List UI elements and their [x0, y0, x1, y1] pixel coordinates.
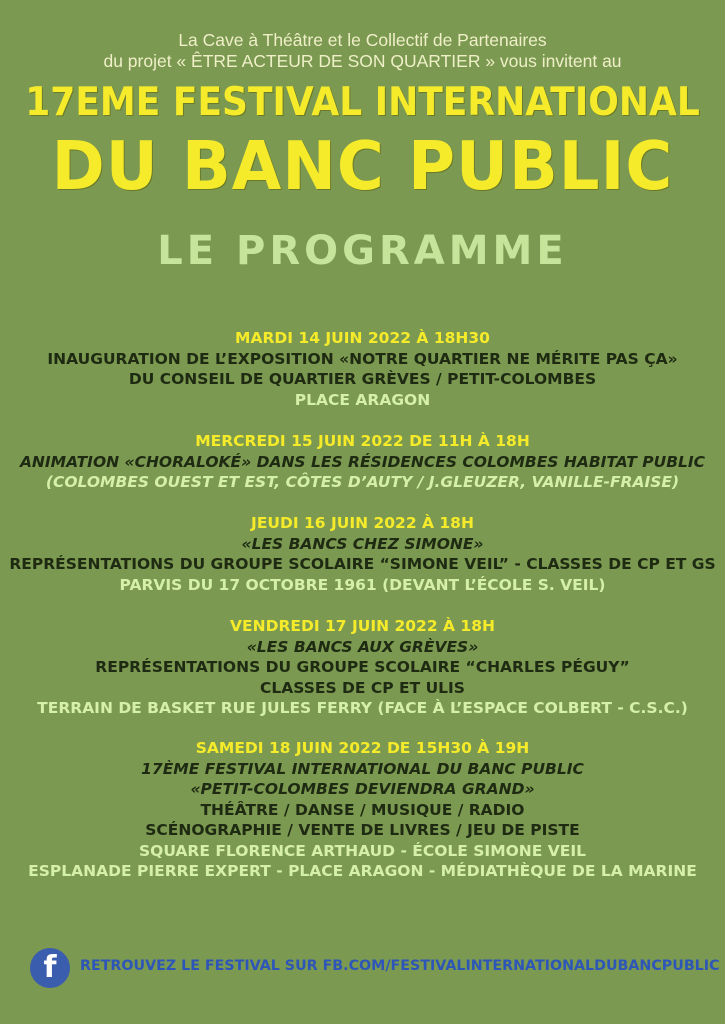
event-description: REPRÉSENTATIONS DU GROUPE SCOLAIRE “SIMONE VEIL” - CLASSES DE CP ET GS — [9, 555, 716, 573]
event-subtitle: «PETIT-COLOMBES DEVIENDRA GRAND» — [190, 780, 535, 798]
event-thursday — [0, 513, 725, 595]
event-friday — [0, 616, 725, 719]
festival-title-line-1: 17EME FESTIVAL INTERNATIONAL — [25, 79, 700, 126]
event-subtitle: 17ÈME FESTIVAL INTERNATIONAL DU BANC PUBLIC — [141, 759, 584, 778]
event-place: SQUARE FLORENCE ARTHAUD - ÉCOLE SIMONE VEIL — [138, 841, 586, 860]
festival-title-line-2: DU BANC PUBLIC — [51, 128, 674, 206]
event-date: MARDI 14 JUIN 2022 À 18H30 — [235, 329, 490, 347]
event-description: SCÉNOGRAPHIE / VENTE DE LIVRES / JEU DE PISTE — [145, 821, 580, 839]
event-date: SAMEDI 18 JUIN 2022 DE 15H30 À 19H — [195, 739, 530, 757]
programme-heading: LE PROGRAMME — [157, 228, 568, 274]
facebook-icon[interactable] — [30, 948, 70, 988]
event-place: PLACE ARAGON — [294, 390, 431, 409]
event-subtitle: «LES BANCS AUX GRÈVES» — [246, 637, 479, 656]
facebook-letter: f — [43, 950, 57, 985]
event-description: REPRÉSENTATIONS DU GROUPE SCOLAIRE “CHARLES PÉGUY” — [95, 658, 630, 676]
event-description: ANIMATION «CHORALOKÉ» DANS LES RÉSIDENCES COLOMBES HABITAT PUBLIC — [19, 452, 706, 471]
event-subtitle: «LES BANCS CHEZ SIMONE» — [241, 534, 484, 553]
event-place: (COLOMBES OUEST ET EST, CÔTES D’AUTY / J.GLEUZER, VANILLE-FRAISE) — [45, 473, 680, 491]
facebook-link-text[interactable]: RETROUVEZ LE FESTIVAL SUR FB.COM/FESTIVALINTERNATIONALDUBANCPUBLIC — [80, 958, 720, 974]
event-place: TERRAIN DE BASKET RUE JULES FERRY (FACE À L’ESPACE COLBERT - C.S.C.) — [37, 699, 688, 717]
event-description: THÉÂTRE / DANSE / MUSIQUE / RADIO — [200, 800, 525, 819]
event-place: ESPLANADE PIERRE EXPERT - PLACE ARAGON - MÉDIATHÈQUE DE LA MARINE — [28, 862, 697, 880]
event-wednesday — [0, 431, 725, 493]
event-description: INAUGURATION DE L’EXPOSITION «NOTRE QUARTIER NE MÉRITE PAS ÇA» — [47, 349, 678, 368]
event-description: CLASSES DE CP ET ULIS — [260, 678, 465, 697]
event-date: JEUDI 16 JUIN 2022 À 18H — [251, 514, 474, 532]
intro-line-1: La Cave à Théâtre et le Collectif de Partenaires — [178, 30, 547, 50]
intro-line-2: du projet « ÊTRE ACTEUR DE SON QUARTIER » vous invitent au — [103, 51, 622, 71]
event-place: PARVIS DU 17 OCTOBRE 1961 (DEVANT L’ÉCOLE S. VEIL) — [119, 575, 606, 594]
event-tuesday — [0, 328, 725, 410]
event-saturday — [0, 738, 725, 882]
event-date: MERCREDI 15 JUIN 2022 DE 11H À 18H — [195, 432, 530, 450]
event-date: VENDREDI 17 JUIN 2022 À 18H — [230, 617, 495, 635]
event-description: DU CONSEIL DE QUARTIER GRÈVES / PETIT-COLOMBES — [128, 370, 597, 388]
